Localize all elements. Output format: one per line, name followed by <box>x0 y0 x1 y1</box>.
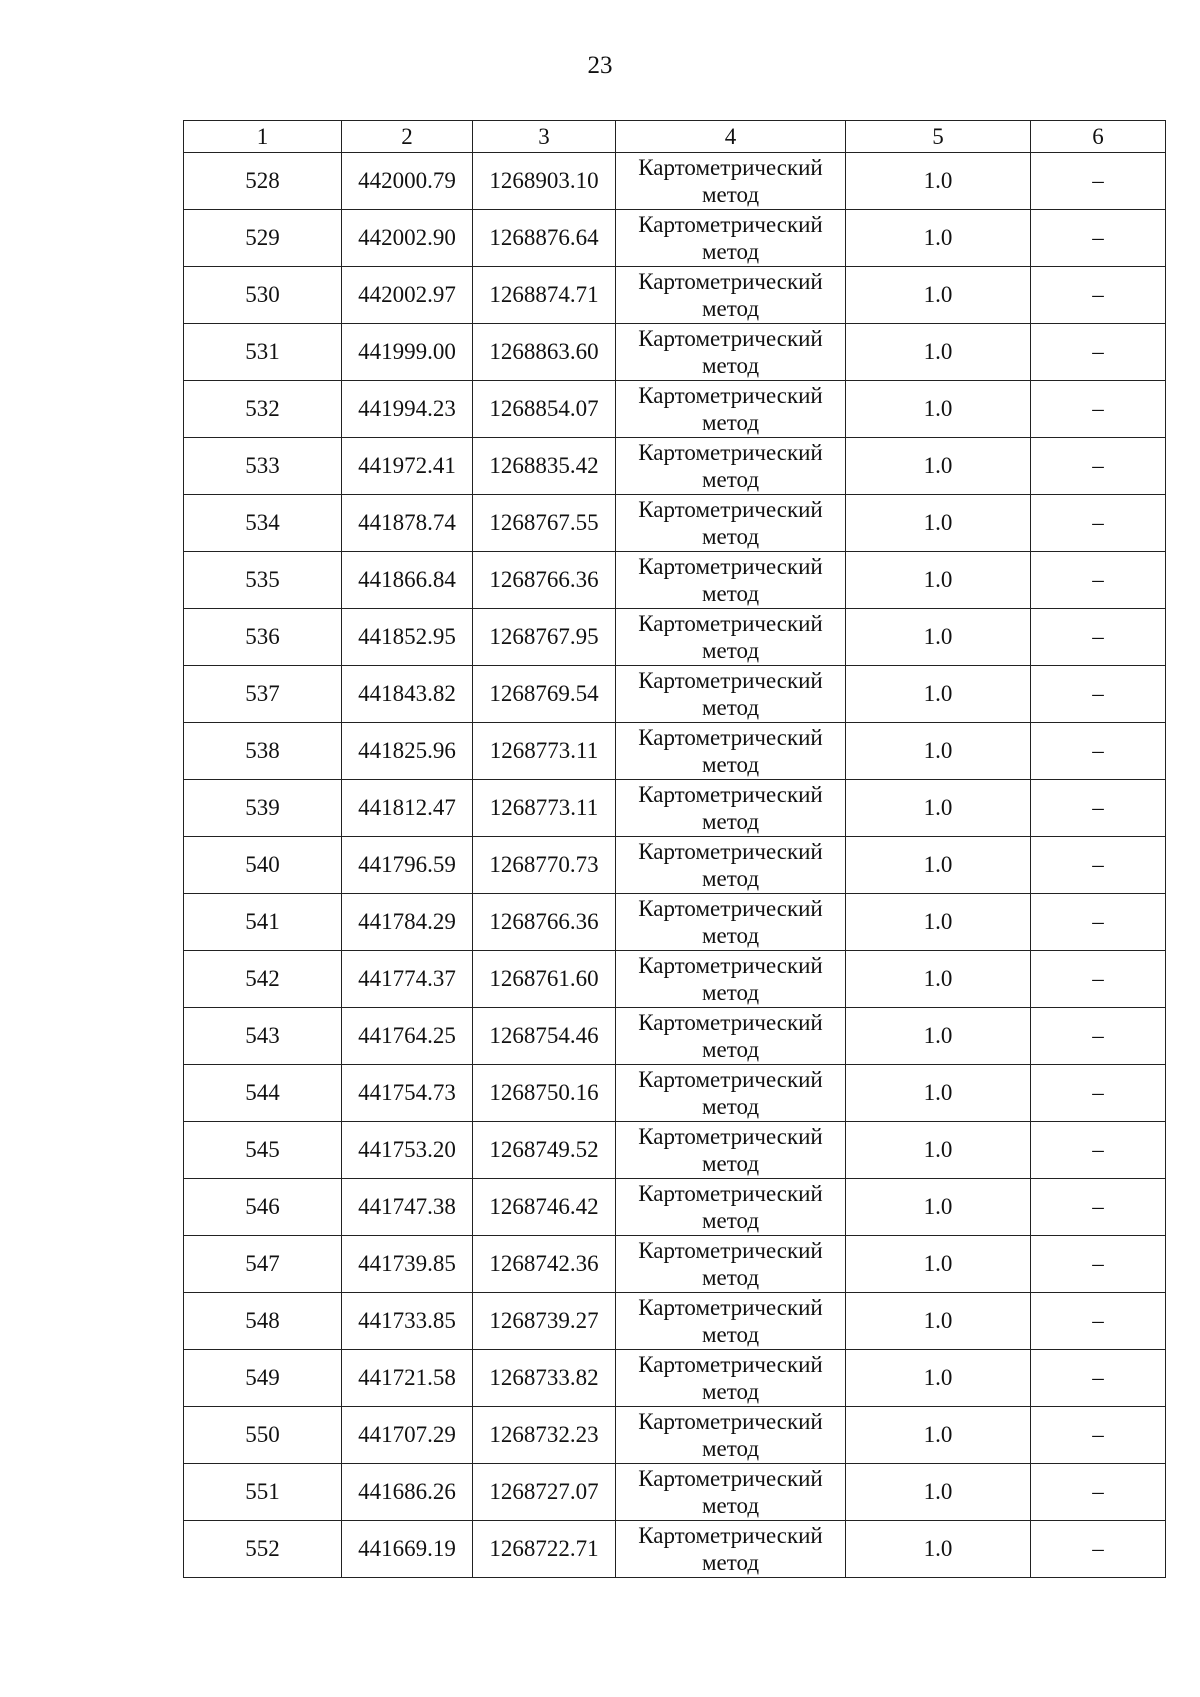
method-line: Картометрический <box>638 1067 823 1092</box>
method-line: Картометрический <box>638 1238 823 1263</box>
method-cell <box>616 1008 846 1065</box>
table-row <box>184 324 1166 381</box>
note-cell: – <box>1031 324 1166 381</box>
method-line: метод <box>701 467 760 492</box>
accuracy-cell: 1.0 <box>846 951 1031 1008</box>
method-line: метод <box>701 1151 760 1176</box>
method-cell <box>616 1065 846 1122</box>
table-row <box>184 552 1166 609</box>
y-coordinate-cell: 1268874.71 <box>473 267 616 324</box>
point-number-cell: 541 <box>184 894 342 951</box>
point-number-cell: 549 <box>184 1350 342 1407</box>
x-coordinate-cell: 441999.00 <box>342 324 473 381</box>
y-coordinate-cell: 1268732.23 <box>473 1407 616 1464</box>
y-coordinate-cell: 1268766.36 <box>473 552 616 609</box>
table-row <box>184 1065 1166 1122</box>
method-cell <box>616 1122 846 1179</box>
y-coordinate-cell: 1268773.11 <box>473 723 616 780</box>
method-line: Картометрический <box>638 1181 823 1206</box>
y-coordinate-cell: 1268903.10 <box>473 153 616 210</box>
note-cell: – <box>1031 894 1166 951</box>
method-cell <box>616 1464 846 1521</box>
method-line: Картометрический <box>638 1466 823 1491</box>
note-cell: – <box>1031 1179 1166 1236</box>
point-number-cell: 537 <box>184 666 342 723</box>
point-number-cell: 551 <box>184 1464 342 1521</box>
table-row <box>184 210 1166 267</box>
accuracy-cell: 1.0 <box>846 723 1031 780</box>
table-row <box>184 780 1166 837</box>
method-cell <box>616 1407 846 1464</box>
method-cell <box>616 552 846 609</box>
point-number-cell: 539 <box>184 780 342 837</box>
method-line: Картометрический <box>638 383 823 408</box>
table-row <box>184 666 1166 723</box>
note-cell: – <box>1031 552 1166 609</box>
y-coordinate-cell: 1268739.27 <box>473 1293 616 1350</box>
method-line: Картометрический <box>638 782 823 807</box>
table-row <box>184 951 1166 1008</box>
point-number-cell: 545 <box>184 1122 342 1179</box>
method-line: Картометрический <box>638 440 823 465</box>
y-coordinate-cell: 1268766.36 <box>473 894 616 951</box>
method-cell <box>616 1350 846 1407</box>
x-coordinate-cell: 441972.41 <box>342 438 473 495</box>
coordinates-table <box>183 120 1166 1578</box>
method-cell <box>616 951 846 1008</box>
method-line: метод <box>701 1322 760 1347</box>
point-number-cell: 534 <box>184 495 342 552</box>
point-number-cell: 535 <box>184 552 342 609</box>
table-body <box>184 153 1166 1578</box>
method-line: Картометрический <box>638 326 823 351</box>
method-cell <box>616 723 846 780</box>
y-coordinate-cell: 1268746.42 <box>473 1179 616 1236</box>
column-header: 2 <box>342 121 473 153</box>
method-cell <box>616 894 846 951</box>
method-line: Картометрический <box>638 554 823 579</box>
table-row <box>184 1521 1166 1578</box>
table-row <box>184 381 1166 438</box>
method-line: метод <box>701 752 760 777</box>
accuracy-cell: 1.0 <box>846 324 1031 381</box>
table-row <box>184 837 1166 894</box>
point-number-cell: 529 <box>184 210 342 267</box>
column-header: 3 <box>473 121 616 153</box>
table-row <box>184 1008 1166 1065</box>
method-line: Картометрический <box>638 1124 823 1149</box>
table-row <box>184 894 1166 951</box>
method-line: метод <box>701 353 760 378</box>
method-line: метод <box>701 1037 760 1062</box>
y-coordinate-cell: 1268742.36 <box>473 1236 616 1293</box>
x-coordinate-cell: 441754.73 <box>342 1065 473 1122</box>
method-line: Картометрический <box>638 1409 823 1434</box>
method-cell <box>616 153 846 210</box>
x-coordinate-cell: 441764.25 <box>342 1008 473 1065</box>
method-line: Картометрический <box>638 725 823 750</box>
accuracy-cell: 1.0 <box>846 267 1031 324</box>
point-number-cell: 536 <box>184 609 342 666</box>
method-line: Картометрический <box>638 1295 823 1320</box>
x-coordinate-cell: 442002.90 <box>342 210 473 267</box>
method-cell <box>616 1236 846 1293</box>
method-cell <box>616 381 846 438</box>
method-line: Картометрический <box>638 155 823 180</box>
column-header: 6 <box>1031 121 1166 153</box>
accuracy-cell: 1.0 <box>846 495 1031 552</box>
method-cell <box>616 609 846 666</box>
table-row <box>184 1350 1166 1407</box>
method-line: Картометрический <box>638 269 823 294</box>
y-coordinate-cell: 1268749.52 <box>473 1122 616 1179</box>
accuracy-cell: 1.0 <box>846 780 1031 837</box>
note-cell: – <box>1031 153 1166 210</box>
note-cell: – <box>1031 1521 1166 1578</box>
accuracy-cell: 1.0 <box>846 210 1031 267</box>
point-number-cell: 547 <box>184 1236 342 1293</box>
method-cell <box>616 438 846 495</box>
point-number-cell: 550 <box>184 1407 342 1464</box>
table-row <box>184 609 1166 666</box>
point-number-cell: 531 <box>184 324 342 381</box>
column-header: 4 <box>616 121 846 153</box>
accuracy-cell: 1.0 <box>846 1122 1031 1179</box>
point-number-cell: 533 <box>184 438 342 495</box>
method-line: метод <box>701 1265 760 1290</box>
table-row <box>184 1236 1166 1293</box>
method-cell <box>616 1179 846 1236</box>
y-coordinate-cell: 1268876.64 <box>473 210 616 267</box>
x-coordinate-cell: 441753.20 <box>342 1122 473 1179</box>
method-line: метод <box>701 410 760 435</box>
accuracy-cell: 1.0 <box>846 894 1031 951</box>
column-header: 5 <box>846 121 1031 153</box>
method-cell <box>616 495 846 552</box>
note-cell: – <box>1031 1008 1166 1065</box>
x-coordinate-cell: 441825.96 <box>342 723 473 780</box>
note-cell: – <box>1031 723 1166 780</box>
x-coordinate-cell: 441796.59 <box>342 837 473 894</box>
accuracy-cell: 1.0 <box>846 1236 1031 1293</box>
note-cell: – <box>1031 1122 1166 1179</box>
method-cell <box>616 210 846 267</box>
note-cell: – <box>1031 495 1166 552</box>
accuracy-cell: 1.0 <box>846 1008 1031 1065</box>
note-cell: – <box>1031 609 1166 666</box>
note-cell: – <box>1031 780 1166 837</box>
accuracy-cell: 1.0 <box>846 837 1031 894</box>
table-row <box>184 1179 1166 1236</box>
x-coordinate-cell: 441669.19 <box>342 1521 473 1578</box>
table-header-row <box>184 121 1166 153</box>
x-coordinate-cell: 441774.37 <box>342 951 473 1008</box>
table-row <box>184 438 1166 495</box>
x-coordinate-cell: 441878.74 <box>342 495 473 552</box>
method-line: метод <box>701 1493 760 1518</box>
method-line: Картометрический <box>638 497 823 522</box>
note-cell: – <box>1031 1065 1166 1122</box>
x-coordinate-cell: 441843.82 <box>342 666 473 723</box>
method-cell <box>616 324 846 381</box>
x-coordinate-cell: 441721.58 <box>342 1350 473 1407</box>
note-cell: – <box>1031 1464 1166 1521</box>
y-coordinate-cell: 1268773.11 <box>473 780 616 837</box>
accuracy-cell: 1.0 <box>846 1293 1031 1350</box>
point-number-cell: 543 <box>184 1008 342 1065</box>
table-row <box>184 1464 1166 1521</box>
method-cell <box>616 1521 846 1578</box>
method-line: Картометрический <box>638 611 823 636</box>
point-number-cell: 552 <box>184 1521 342 1578</box>
x-coordinate-cell: 441733.85 <box>342 1293 473 1350</box>
point-number-cell: 546 <box>184 1179 342 1236</box>
method-line: Картометрический <box>638 212 823 237</box>
method-line: Картометрический <box>638 1523 823 1548</box>
x-coordinate-cell: 441866.84 <box>342 552 473 609</box>
x-coordinate-cell: 441784.29 <box>342 894 473 951</box>
method-line: метод <box>701 866 760 891</box>
accuracy-cell: 1.0 <box>846 153 1031 210</box>
y-coordinate-cell: 1268767.95 <box>473 609 616 666</box>
accuracy-cell: 1.0 <box>846 1350 1031 1407</box>
note-cell: – <box>1031 381 1166 438</box>
page-number: 23 <box>587 52 613 79</box>
method-line: метод <box>701 980 760 1005</box>
method-cell <box>616 666 846 723</box>
method-line: метод <box>701 1436 760 1461</box>
note-cell: – <box>1031 1293 1166 1350</box>
note-cell: – <box>1031 1350 1166 1407</box>
point-number-cell: 544 <box>184 1065 342 1122</box>
point-number-cell: 538 <box>184 723 342 780</box>
method-line: Картометрический <box>638 1010 823 1035</box>
y-coordinate-cell: 1268769.54 <box>473 666 616 723</box>
method-line: Картометрический <box>638 668 823 693</box>
accuracy-cell: 1.0 <box>846 438 1031 495</box>
method-line: метод <box>701 1208 760 1233</box>
point-number-cell: 542 <box>184 951 342 1008</box>
x-coordinate-cell: 441739.85 <box>342 1236 473 1293</box>
point-number-cell: 540 <box>184 837 342 894</box>
y-coordinate-cell: 1268750.16 <box>473 1065 616 1122</box>
note-cell: – <box>1031 438 1166 495</box>
point-number-cell: 528 <box>184 153 342 210</box>
note-cell: – <box>1031 837 1166 894</box>
accuracy-cell: 1.0 <box>846 1464 1031 1521</box>
table-row <box>184 267 1166 324</box>
table-row <box>184 1407 1166 1464</box>
method-line: метод <box>701 239 760 264</box>
accuracy-cell: 1.0 <box>846 552 1031 609</box>
table-row <box>184 1122 1166 1179</box>
point-number-cell: 548 <box>184 1293 342 1350</box>
column-header: 1 <box>184 121 342 153</box>
x-coordinate-cell: 442000.79 <box>342 153 473 210</box>
x-coordinate-cell: 441994.23 <box>342 381 473 438</box>
method-line: Картометрический <box>638 839 823 864</box>
method-line: Картометрический <box>638 953 823 978</box>
method-cell <box>616 267 846 324</box>
method-line: метод <box>701 1379 760 1404</box>
x-coordinate-cell: 442002.97 <box>342 267 473 324</box>
method-line: метод <box>701 695 760 720</box>
method-line: метод <box>701 809 760 834</box>
accuracy-cell: 1.0 <box>846 1065 1031 1122</box>
method-line: метод <box>701 524 760 549</box>
note-cell: – <box>1031 267 1166 324</box>
note-cell: – <box>1031 1236 1166 1293</box>
method-line: метод <box>701 296 760 321</box>
y-coordinate-cell: 1268770.73 <box>473 837 616 894</box>
method-line: метод <box>701 638 760 663</box>
method-line: Картометрический <box>638 1352 823 1377</box>
x-coordinate-cell: 441812.47 <box>342 780 473 837</box>
y-coordinate-cell: 1268733.82 <box>473 1350 616 1407</box>
x-coordinate-cell: 441747.38 <box>342 1179 473 1236</box>
method-cell <box>616 780 846 837</box>
x-coordinate-cell: 441852.95 <box>342 609 473 666</box>
method-line: метод <box>701 923 760 948</box>
y-coordinate-cell: 1268722.71 <box>473 1521 616 1578</box>
y-coordinate-cell: 1268863.60 <box>473 324 616 381</box>
note-cell: – <box>1031 666 1166 723</box>
note-cell: – <box>1031 951 1166 1008</box>
y-coordinate-cell: 1268754.46 <box>473 1008 616 1065</box>
x-coordinate-cell: 441707.29 <box>342 1407 473 1464</box>
y-coordinate-cell: 1268761.60 <box>473 951 616 1008</box>
method-cell <box>616 837 846 894</box>
note-cell: – <box>1031 1407 1166 1464</box>
y-coordinate-cell: 1268727.07 <box>473 1464 616 1521</box>
table-row <box>184 495 1166 552</box>
accuracy-cell: 1.0 <box>846 1179 1031 1236</box>
y-coordinate-cell: 1268767.55 <box>473 495 616 552</box>
accuracy-cell: 1.0 <box>846 1407 1031 1464</box>
method-line: метод <box>701 1550 760 1575</box>
method-line: метод <box>701 581 760 606</box>
x-coordinate-cell: 441686.26 <box>342 1464 473 1521</box>
y-coordinate-cell: 1268854.07 <box>473 381 616 438</box>
accuracy-cell: 1.0 <box>846 1521 1031 1578</box>
note-cell: – <box>1031 210 1166 267</box>
accuracy-cell: 1.0 <box>846 609 1031 666</box>
table-row <box>184 153 1166 210</box>
method-line: метод <box>701 182 760 207</box>
method-line: Картометрический <box>638 896 823 921</box>
point-number-cell: 532 <box>184 381 342 438</box>
table-row <box>184 1293 1166 1350</box>
point-number-cell: 530 <box>184 267 342 324</box>
accuracy-cell: 1.0 <box>846 666 1031 723</box>
accuracy-cell: 1.0 <box>846 381 1031 438</box>
method-cell <box>616 1293 846 1350</box>
y-coordinate-cell: 1268835.42 <box>473 438 616 495</box>
table-row <box>184 723 1166 780</box>
method-line: метод <box>701 1094 760 1119</box>
